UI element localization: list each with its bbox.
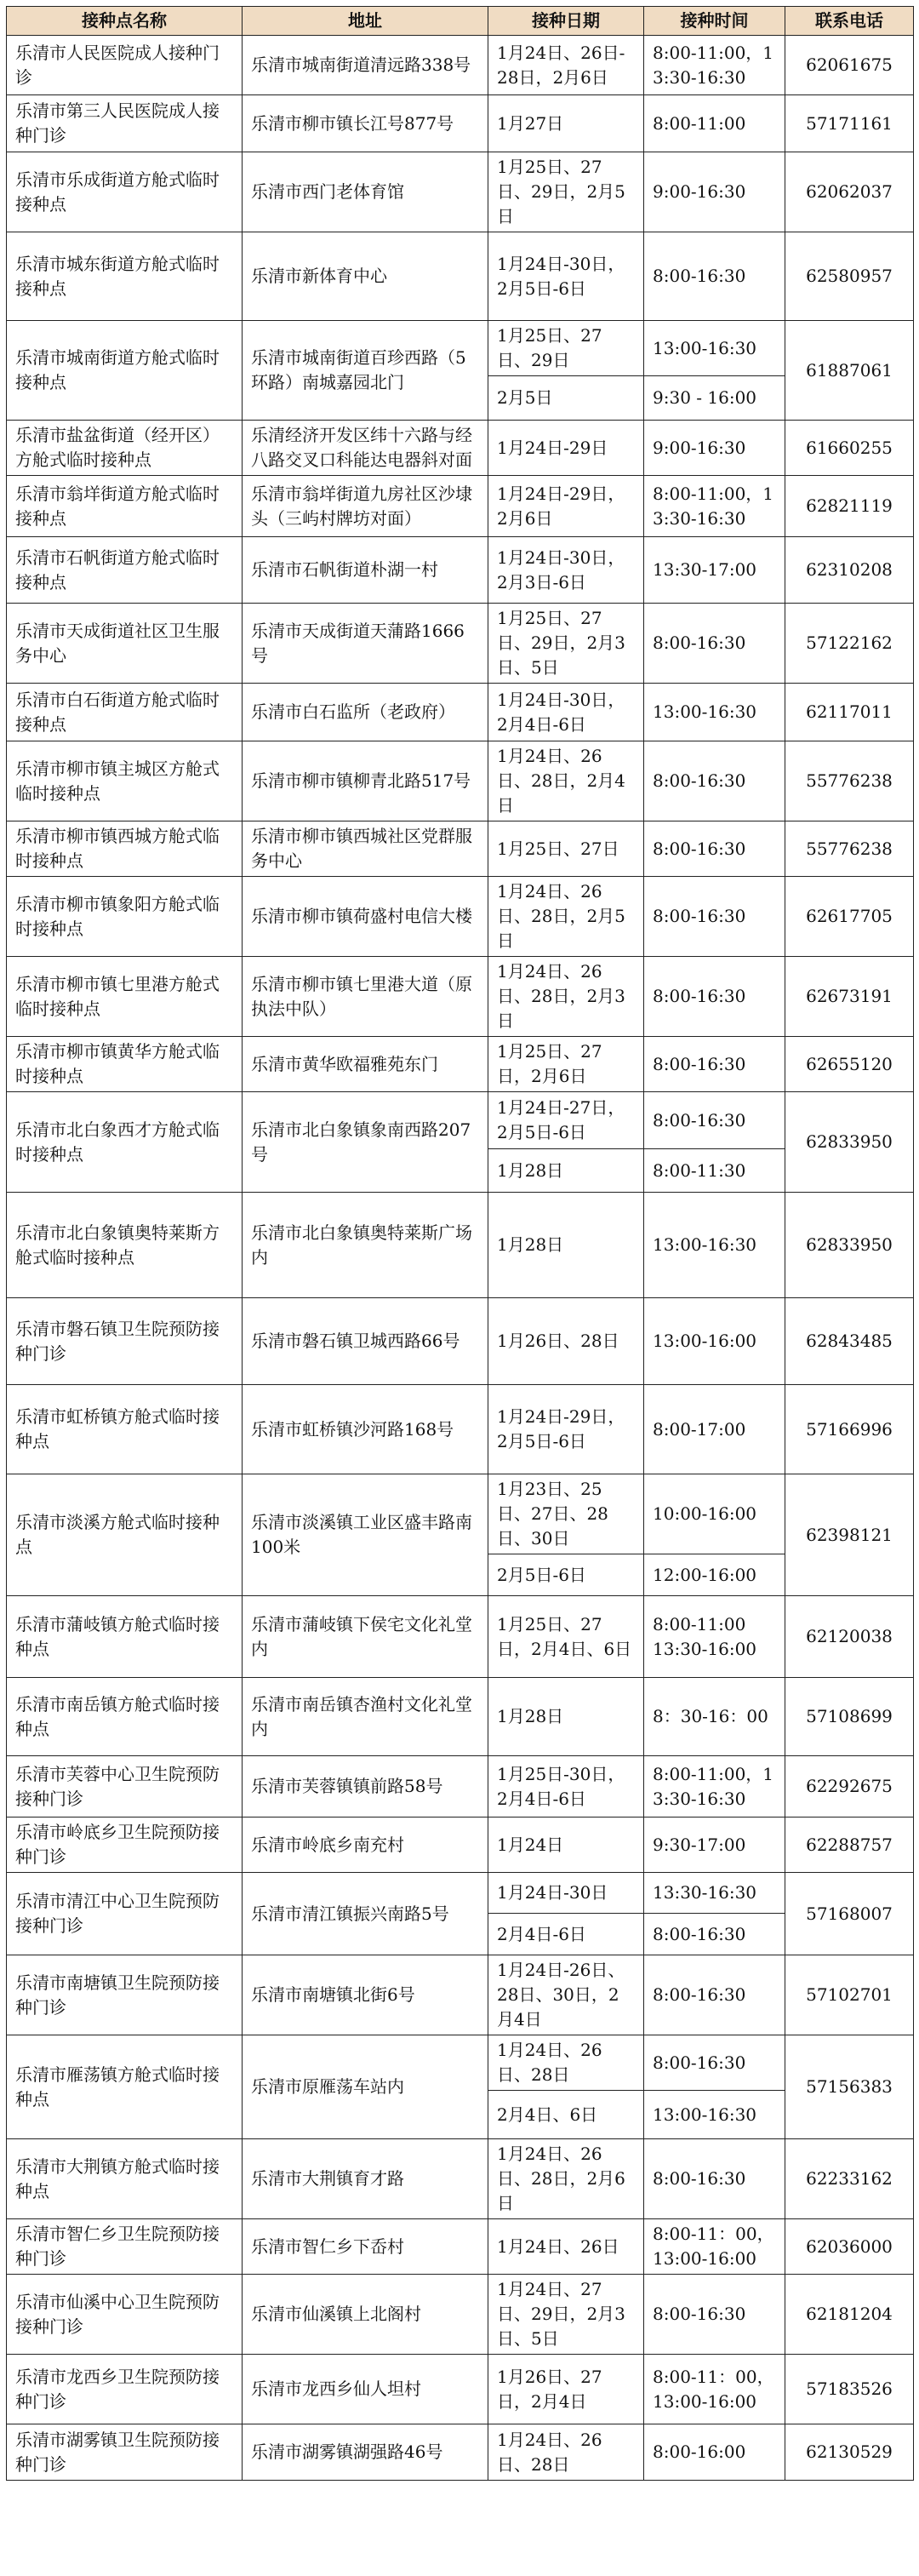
phone-cell: 61660255: [785, 421, 914, 476]
phone-cell: 62833950: [785, 1092, 914, 1193]
date-cell: 1月25日、27日、29日: [488, 321, 644, 376]
phone-cell: 62673191: [785, 957, 914, 1037]
table-row: [7, 421, 914, 476]
header-time: 接种时间: [644, 7, 785, 36]
time-cell: 8:00-16:30: [644, 2139, 785, 2219]
site-name-cell: 乐清市人民医院成人接种门诊: [7, 36, 243, 95]
site-name-cell: 乐清市翁垟街道方舱式临时接种点: [7, 476, 243, 537]
date-cell: 1月24日、26日-28日，2月6日: [488, 36, 644, 95]
header-site-name: 接种点名称: [7, 7, 243, 36]
address-cell: 乐清市原雁荡车站内: [243, 2035, 488, 2139]
address-cell: 乐清市北白象镇奥特莱斯广场内: [243, 1193, 488, 1298]
date-cell: 1月24日-29日: [488, 421, 644, 476]
time-cell: 8:00-17:00: [644, 1385, 785, 1474]
phone-cell: 57168007: [785, 1873, 914, 1955]
address-cell: 乐清市城南街道百珍西路（5环路）南城嘉园北门: [243, 321, 488, 421]
date-cell: 1月24日: [488, 1818, 644, 1873]
address-cell: 乐清市城南街道清远路338号: [243, 36, 488, 95]
address-cell: 乐清市南塘镇北街6号: [243, 1955, 488, 2035]
table-row: [7, 95, 914, 152]
site-name-cell: 乐清市淡溪方舱式临时接种点: [7, 1474, 243, 1596]
site-name-cell: 乐清市白石街道方舱式临时接种点: [7, 684, 243, 741]
site-name-cell: 乐清市石帆街道方舱式临时接种点: [7, 537, 243, 604]
site-name-cell: 乐清市仙溪中心卫生院预防接种门诊: [7, 2275, 243, 2355]
address-cell: 乐清市芙蓉镇镇前路58号: [243, 1756, 488, 1818]
address-cell: 乐清经济开发区纬十六路与经八路交叉口科能达电器斜对面: [243, 421, 488, 476]
date-cell: 1月25日、27日，2月6日: [488, 1037, 644, 1092]
date-cell: 1月24日、26日、28日，2月6日: [488, 2139, 644, 2219]
address-cell: 乐清市蒲岐镇下侯宅文化礼堂内: [243, 1596, 488, 1678]
date-cell: 1月24日、26日、28日: [488, 2424, 644, 2481]
date-cell: 1月24日-26日、28日、30日，2月4日: [488, 1955, 644, 2035]
time-cell: 8:00-16:30: [644, 232, 785, 321]
header-date: 接种日期: [488, 7, 644, 36]
site-name-cell: 乐清市智仁乡卫生院预防接种门诊: [7, 2219, 243, 2275]
address-cell: 乐清市湖雾镇湖强路46号: [243, 2424, 488, 2481]
address-cell: 乐清市智仁乡下岙村: [243, 2219, 488, 2275]
table-body: [7, 36, 914, 2481]
date-cell: 2月4日-6日: [488, 1914, 644, 1955]
date-cell: 1月24日-27日，2月5日-6日: [488, 1092, 644, 1149]
date-cell: 1月24日、26日、28日，2月5日: [488, 877, 644, 957]
time-cell: 13:00-16:30: [644, 1193, 785, 1298]
date-cell: 1月24日、26日、28日，2月4日: [488, 741, 644, 821]
date-cell: 1月28日: [488, 1149, 644, 1193]
address-cell: 乐清市石帆街道朴湖一村: [243, 537, 488, 604]
site-name-cell: 乐清市蒲岐镇方舱式临时接种点: [7, 1596, 243, 1678]
time-cell: 8:00-16:30: [644, 1092, 785, 1149]
date-cell: 1月24日-29日，2月6日: [488, 476, 644, 537]
time-cell: 10:00-16:00: [644, 1474, 785, 1554]
site-name-cell: 乐清市北白象西才方舱式临时接种点: [7, 1092, 243, 1193]
date-cell: 1月24日、26日、28日: [488, 2035, 644, 2091]
phone-cell: 57102701: [785, 1955, 914, 2035]
time-cell: 8:00-16:30: [644, 1914, 785, 1955]
time-cell: 8:00-16:30: [644, 2275, 785, 2355]
site-name-cell: 乐清市清江中心卫生院预防接种门诊: [7, 1873, 243, 1955]
site-name-cell: 乐清市城南街道方舱式临时接种点: [7, 321, 243, 421]
table-row: [7, 2424, 914, 2481]
table-row: [7, 152, 914, 232]
address-cell: 乐清市淡溪镇工业区盛丰路南100米: [243, 1474, 488, 1596]
site-name-cell: 乐清市磐石镇卫生院预防接种门诊: [7, 1298, 243, 1385]
time-cell: 13:30-16:30: [644, 1873, 785, 1914]
date-cell: 1月24日、26日、28日，2月3日: [488, 957, 644, 1037]
time-cell: 8:00-11:00: [644, 95, 785, 152]
time-cell: 8:00-16:30: [644, 2035, 785, 2091]
date-cell: 1月24日、26日: [488, 2219, 644, 2275]
date-cell: 1月25日-30日，2月4日-6日: [488, 1756, 644, 1818]
address-cell: 乐清市仙溪镇上北阁村: [243, 2275, 488, 2355]
site-name-cell: 乐清市南岳镇方舱式临时接种点: [7, 1678, 243, 1756]
phone-cell: 62617705: [785, 877, 914, 957]
date-cell: 1月24日、27日、29日，2月3日、5日: [488, 2275, 644, 2355]
address-cell: 乐清市岭底乡南充村: [243, 1818, 488, 1873]
phone-cell: 62288757: [785, 1818, 914, 1873]
table-row: [7, 321, 914, 376]
site-name-cell: 乐清市柳市镇主城区方舱式临时接种点: [7, 741, 243, 821]
date-cell: 1月25日、27日，2月4日、6日: [488, 1596, 644, 1678]
address-cell: 乐清市翁垟街道九房社区沙埭头（三屿村牌坊对面）: [243, 476, 488, 537]
phone-cell: 62655120: [785, 1037, 914, 1092]
site-name-cell: 乐清市乐成街道方舱式临时接种点: [7, 152, 243, 232]
time-cell: 9:30 - 16:00: [644, 376, 785, 421]
date-cell: 1月28日: [488, 1193, 644, 1298]
address-cell: 乐清市柳市镇荷盛村电信大楼: [243, 877, 488, 957]
time-cell: 12:00-16:00: [644, 1554, 785, 1596]
site-name-cell: 乐清市芙蓉中心卫生院预防接种门诊: [7, 1756, 243, 1818]
site-name-cell: 乐清市龙西乡卫生院预防接种门诊: [7, 2355, 243, 2424]
table-row: [7, 2219, 914, 2275]
time-cell: 8:00-11:00 13:30-16:00: [644, 1596, 785, 1678]
date-cell: 2月5日: [488, 376, 644, 421]
site-name-cell: 乐清市南塘镇卫生院预防接种门诊: [7, 1955, 243, 2035]
time-cell: 8:00-16:30: [644, 604, 785, 684]
address-cell: 乐清市柳市镇柳青北路517号: [243, 741, 488, 821]
phone-cell: 61887061: [785, 321, 914, 421]
phone-cell: 62821119: [785, 476, 914, 537]
address-cell: 乐清市磐石镇卫城西路66号: [243, 1298, 488, 1385]
date-cell: 2月5日-6日: [488, 1554, 644, 1596]
site-name-cell: 乐清市柳市镇西城方舱式临时接种点: [7, 821, 243, 877]
address-cell: 乐清市大荆镇育才路: [243, 2139, 488, 2219]
time-cell: 8:00-11:30: [644, 1149, 785, 1193]
time-cell: 13:00-16:00: [644, 1298, 785, 1385]
date-cell: 1月23日、25日、27日、28日、30日: [488, 1474, 644, 1554]
site-name-cell: 乐清市柳市镇七里港方舱式临时接种点: [7, 957, 243, 1037]
table-row: [7, 1193, 914, 1298]
phone-cell: 62061675: [785, 36, 914, 95]
address-cell: 乐清市柳市镇西城社区党群服务中心: [243, 821, 488, 877]
site-name-cell: 乐清市盐盆街道（经开区）方舱式临时接种点: [7, 421, 243, 476]
site-name-cell: 乐清市柳市镇象阳方舱式临时接种点: [7, 877, 243, 957]
table-row: [7, 2355, 914, 2424]
table-row: [7, 2139, 914, 2219]
phone-cell: 62181204: [785, 2275, 914, 2355]
time-cell: 8:00-11:00，13:30-16:30: [644, 476, 785, 537]
table-row: [7, 1474, 914, 1554]
time-cell: 8:00-16:30: [644, 821, 785, 877]
table-row: [7, 36, 914, 95]
time-cell: 8:00-11:00，13:30-16:30: [644, 1756, 785, 1818]
time-cell: 13:30-17:00: [644, 537, 785, 604]
table-row: [7, 1678, 914, 1756]
time-cell: 8:00-16:30: [644, 1037, 785, 1092]
phone-cell: 62062037: [785, 152, 914, 232]
phone-cell: 62833950: [785, 1193, 914, 1298]
phone-cell: 57171161: [785, 95, 914, 152]
table-row: [7, 957, 914, 1037]
table-row: [7, 1818, 914, 1873]
address-cell: 乐清市龙西乡仙人坦村: [243, 2355, 488, 2424]
time-cell: 8:00-11：00，13:00-16:00: [644, 2355, 785, 2424]
time-cell: 13:00-16:30: [644, 2091, 785, 2139]
phone-cell: 62580957: [785, 232, 914, 321]
table-row: [7, 2275, 914, 2355]
address-cell: 乐清市新体育中心: [243, 232, 488, 321]
date-cell: 1月24日-30日，2月3日-6日: [488, 537, 644, 604]
date-cell: 1月28日: [488, 1678, 644, 1756]
phone-cell: 62117011: [785, 684, 914, 741]
table-row: [7, 1092, 914, 1149]
site-name-cell: 乐清市虹桥镇方舱式临时接种点: [7, 1385, 243, 1474]
table-header-row: [7, 7, 914, 36]
table-row: [7, 1955, 914, 2035]
time-cell: 8:00-16:30: [644, 877, 785, 957]
address-cell: 乐清市南岳镇杏渔村文化礼堂内: [243, 1678, 488, 1756]
time-cell: 9:00-16:30: [644, 152, 785, 232]
date-cell: 1月27日: [488, 95, 644, 152]
date-cell: 1月24日-30日，2月4日-6日: [488, 684, 644, 741]
header-phone: 联系电话: [785, 7, 914, 36]
site-name-cell: 乐清市岭底乡卫生院预防接种门诊: [7, 1818, 243, 1873]
address-cell: 乐清市黄华欧福雅苑东门: [243, 1037, 488, 1092]
date-cell: 1月24日-30日，2月5日-6日: [488, 232, 644, 321]
phone-cell: 57156383: [785, 2035, 914, 2139]
table-row: [7, 604, 914, 684]
site-name-cell: 乐清市第三人民医院成人接种门诊: [7, 95, 243, 152]
phone-cell: 57108699: [785, 1678, 914, 1756]
site-name-cell: 乐清市城东街道方舱式临时接种点: [7, 232, 243, 321]
date-cell: 2月4日、6日: [488, 2091, 644, 2139]
date-cell: 1月24日-29日，2月5日-6日: [488, 1385, 644, 1474]
address-cell: 乐清市柳市镇七里港大道（原执法中队）: [243, 957, 488, 1037]
phone-cell: 62130529: [785, 2424, 914, 2481]
table-row: [7, 476, 914, 537]
address-cell: 乐清市清江镇振兴南路5号: [243, 1873, 488, 1955]
time-cell: 9:30-17:00: [644, 1818, 785, 1873]
address-cell: 乐清市北白象镇象南西路207号: [243, 1092, 488, 1193]
time-cell: 13:00-16:30: [644, 321, 785, 376]
phone-cell: 55776238: [785, 741, 914, 821]
site-name-cell: 乐清市大荆镇方舱式临时接种点: [7, 2139, 243, 2219]
address-cell: 乐清市白石监所（老政府）: [243, 684, 488, 741]
table-row: [7, 877, 914, 957]
phone-cell: 57166996: [785, 1385, 914, 1474]
table-row: [7, 1596, 914, 1678]
date-cell: 1月26日、28日: [488, 1298, 644, 1385]
time-cell: 8:00-16:00: [644, 2424, 785, 2481]
time-cell: 9:00-16:30: [644, 421, 785, 476]
phone-cell: 62036000: [785, 2219, 914, 2275]
phone-cell: 55776238: [785, 821, 914, 877]
address-cell: 乐清市虹桥镇沙河路168号: [243, 1385, 488, 1474]
site-name-cell: 乐清市北白象镇奥特莱斯方舱式临时接种点: [7, 1193, 243, 1298]
phone-cell: 62292675: [785, 1756, 914, 1818]
table-row: [7, 741, 914, 821]
date-cell: 1月25日、27日: [488, 821, 644, 877]
phone-cell: 62398121: [785, 1474, 914, 1596]
site-name-cell: 乐清市湖雾镇卫生院预防接种门诊: [7, 2424, 243, 2481]
table-row: [7, 537, 914, 604]
address-cell: 乐清市柳市镇长江号877号: [243, 95, 488, 152]
phone-cell: 62843485: [785, 1298, 914, 1385]
date-cell: 1月25日、27日、29日，2月3日、5日: [488, 604, 644, 684]
phone-cell: 57122162: [785, 604, 914, 684]
time-cell: 13:00-16:30: [644, 684, 785, 741]
date-cell: 1月26日、27日，2月4日: [488, 2355, 644, 2424]
time-cell: 8：30-16：00: [644, 1678, 785, 1756]
time-cell: 8:00-11:00，13:30-16:30: [644, 36, 785, 95]
time-cell: 8:00-16:30: [644, 741, 785, 821]
phone-cell: 57183526: [785, 2355, 914, 2424]
table-row: [7, 821, 914, 877]
site-name-cell: 乐清市天成街道社区卫生服务中心: [7, 604, 243, 684]
address-cell: 乐清市天成街道天蒲路1666号: [243, 604, 488, 684]
phone-cell: 62120038: [785, 1596, 914, 1678]
header-address: 地址: [243, 7, 488, 36]
time-cell: 8:00-16:30: [644, 957, 785, 1037]
table-row: [7, 232, 914, 321]
table-row: [7, 1385, 914, 1474]
table-row: [7, 2035, 914, 2091]
site-name-cell: 乐清市柳市镇黄华方舱式临时接种点: [7, 1037, 243, 1092]
time-cell: 8:00-16:30: [644, 1955, 785, 2035]
date-cell: 1月25日、27日、29日，2月5日: [488, 152, 644, 232]
date-cell: 1月24日-30日: [488, 1873, 644, 1914]
address-cell: 乐清市西门老体育馆: [243, 152, 488, 232]
time-cell: 8:00-11：00，13:00-16:00: [644, 2219, 785, 2275]
table-row: [7, 684, 914, 741]
site-name-cell: 乐清市雁荡镇方舱式临时接种点: [7, 2035, 243, 2139]
table-row: [7, 1298, 914, 1385]
phone-cell: 62310208: [785, 537, 914, 604]
table-row: [7, 1037, 914, 1092]
table-row: [7, 1756, 914, 1818]
phone-cell: 62233162: [785, 2139, 914, 2219]
vaccination-sites-table: [6, 6, 914, 2481]
table-row: [7, 1873, 914, 1914]
